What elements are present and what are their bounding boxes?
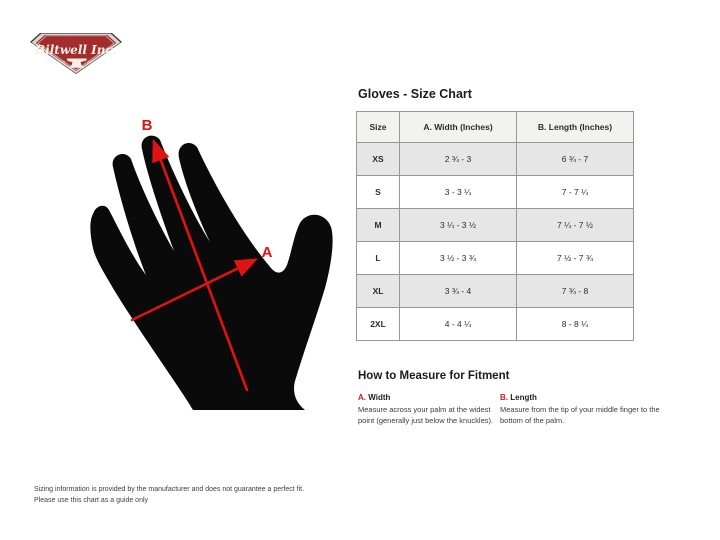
label-b: B (141, 117, 153, 134)
table-row (357, 308, 634, 341)
width-cell: 3 ¼ - 3 ½ (400, 209, 517, 242)
measure-width-prefix: A. (358, 393, 366, 402)
size-cell: XS (357, 143, 400, 176)
table-row (357, 209, 634, 242)
hand-measurement-diagram (85, 103, 340, 435)
length-cell: 6 ¾ - 7 (517, 143, 634, 176)
disclaimer-line-1: Sizing information is provided by the manufacturer and does not guarantee a perfect fit. (34, 486, 305, 493)
table-row (357, 242, 634, 275)
table-row (357, 275, 634, 308)
col-header-size: Size (357, 112, 400, 143)
disclaimer-line-2: Please use this chart as a guide only (34, 496, 149, 504)
width-cell: 3 ¾ - 4 (400, 275, 517, 308)
size-cell: M (357, 209, 400, 242)
measure-length-prefix: B. (500, 393, 508, 402)
biltwell-logo (30, 33, 122, 74)
width-cell: 3 - 3 ¼ (400, 176, 517, 209)
table-row (357, 176, 634, 209)
measure-section-title: How to Measure for Fitment (358, 370, 510, 382)
brand-tagline-right: COUNTS" (87, 59, 109, 65)
length-cell: 7 ¾ - 8 (517, 275, 634, 308)
size-cell: S (357, 176, 400, 209)
size-chart-table (356, 111, 634, 341)
disclaimer (34, 485, 304, 506)
size-cell: 2XL (357, 308, 400, 341)
width-cell: 4 - 4 ¼ (400, 308, 517, 341)
length-cell: 7 ½ - 7 ¾ (517, 242, 634, 275)
size-cell: L (357, 242, 400, 275)
measure-length-title: Length (510, 393, 537, 402)
size-cell: XL (357, 275, 400, 308)
length-cell: 8 - 8 ¼ (517, 308, 634, 341)
size-chart-title: Gloves - Size Chart (358, 87, 472, 101)
measure-width-title: Width (368, 393, 391, 402)
measure-length-block (500, 392, 662, 426)
measure-width-label (358, 392, 500, 403)
table-row (357, 143, 634, 176)
length-cell: 7 ¼ - 7 ½ (517, 209, 634, 242)
brand-tagline-left: "QUALITY (44, 59, 66, 65)
width-cell: 2 ¾ - 3 (400, 143, 517, 176)
label-a: A (261, 244, 273, 261)
brand-name: Biltwell Inc. (35, 43, 117, 57)
col-header-width: A. Width (Inches) (400, 112, 517, 143)
measure-width-block (358, 392, 500, 426)
width-cell: 3 ½ - 3 ¾ (400, 242, 517, 275)
measure-length-text: Measure from the tip of your middle finger to the bottom of the palm. (500, 405, 660, 425)
hand-silhouette (90, 136, 332, 410)
measure-length-label (500, 392, 662, 403)
length-cell: 7 - 7 ¼ (517, 176, 634, 209)
col-header-length: B. Length (Inches) (517, 112, 634, 143)
measure-width-text: Measure across your palm at the widest point (generally just below the knuckles). (358, 405, 494, 425)
table-header-row (357, 112, 634, 143)
